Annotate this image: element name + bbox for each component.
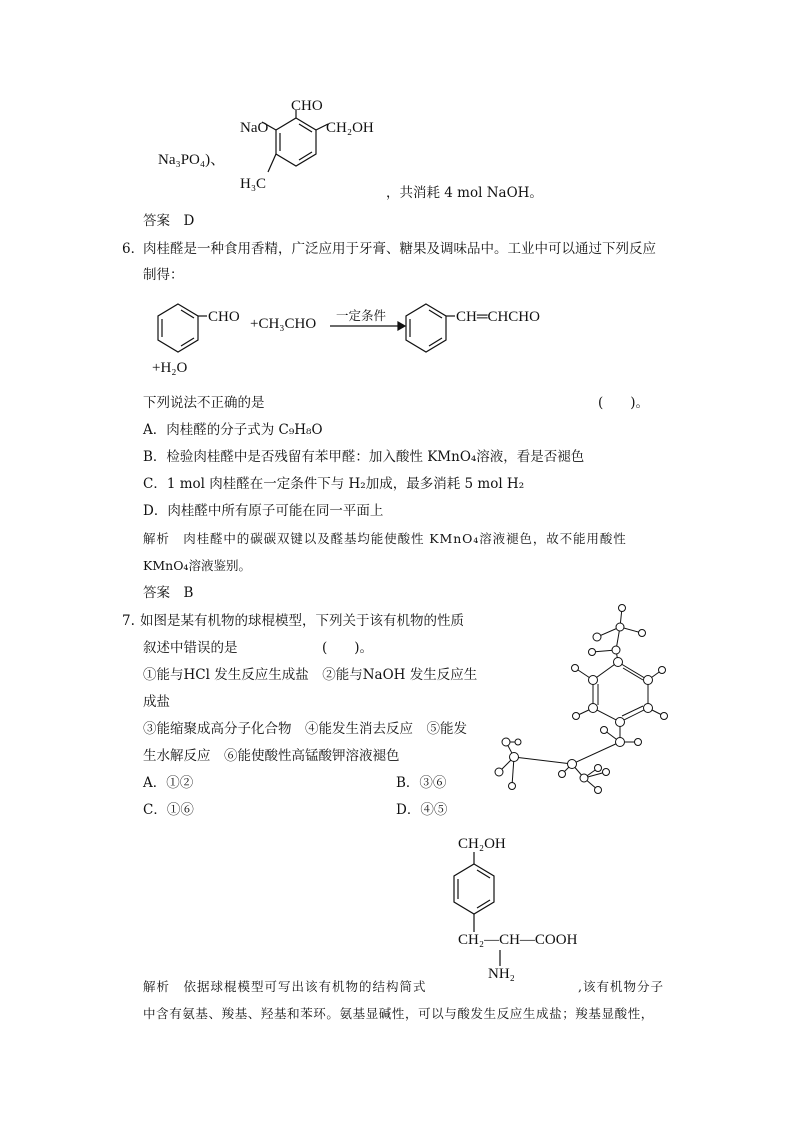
naoh-consumption-text: ，共消耗 4 mol NaOH。 [386, 185, 543, 201]
q6-stem-line2: 制得： [143, 267, 184, 283]
q6-answer: 答案 B [143, 585, 194, 601]
structure-chain: CH₂—CH—COOH [458, 932, 578, 948]
q7-number: 7. [122, 613, 135, 629]
cho-label: CHO [291, 98, 323, 114]
q7-item-line1: ①能与HCl 发生反应生成盐 ②能与NaOH 发生反应生 [143, 667, 478, 683]
q6-stem-line1: 肉桂醛是一种食用香精，广泛应用于牙膏、糖果及调味品中。工业中可以通过下列反应 [143, 241, 656, 257]
q6-option-b: B．检验肉桂醛中是否残留有苯甲醛：加入酸性 KMnO₄溶液，看是否褪色 [143, 449, 585, 465]
rx-condition: 一定条件 [336, 308, 387, 323]
q6-option-a: A．肉桂醛的分子式为 C₉H₈O [143, 422, 323, 438]
rx-product-chain: CH═CHCHO [456, 309, 540, 325]
rx-cho-label: CHO [208, 309, 240, 325]
q7-stem-line1: 如图是某有机物的球棍模型，下列关于该有机物的性质 [140, 613, 464, 629]
q5-answer: 答案 D [143, 213, 195, 229]
q7-option-a: A．①② [143, 775, 194, 791]
q7-item-line4: 生水解反应 ⑥能使酸性高锰酸钾溶液褪色 [143, 748, 400, 764]
q7-stem-line2: 叙述中错误的是 [143, 640, 238, 656]
q7-item-line3: ③能缩聚成高分子化合物 ④能发生消去反应 ⑤能发 [143, 721, 467, 737]
h3c-label: H₃C [240, 176, 267, 192]
na3po4-label: Na₃PO₄)、 [158, 152, 226, 168]
structure-nh2: NH₂ [488, 966, 515, 982]
structure-ch2oh: CH₂OH [458, 836, 506, 852]
q7-item-line2: 成盐 [143, 694, 170, 710]
q6-option-d: D．肉桂醛中所有原子可能在同一平面上 [143, 503, 384, 519]
q7-analysis-line2: 中含有氨基、羧基、羟基和苯环。氨基显碱性，可以与酸发生反应生成盐；羧基显酸性， [143, 1006, 654, 1021]
q7-option-b: B．③⑥ [396, 775, 447, 791]
q7-analysis-line1b: ,该有机物分子 [578, 979, 664, 994]
q6-analysis-line1: 解析 肉桂醛中的碳碳双键以及醛基均能使酸性 KMnO₄溶液褪色，故不能用酸性 [143, 531, 627, 546]
q6-question: 下列说法不正确的是 [143, 395, 265, 411]
q6-bracket: ( )。 [598, 395, 650, 411]
q7-bracket: ( )。 [322, 640, 374, 656]
q6-number: 6． [122, 241, 145, 257]
nao-label: NaO [240, 120, 269, 136]
rx-acetaldehyde: +CH₃CHO [250, 316, 317, 332]
q6-analysis-line2: KMnO₄溶液鉴别。 [143, 558, 251, 573]
ch2oh-label: CH₂OH [326, 120, 374, 136]
q7-option-d: D．④⑤ [396, 802, 448, 818]
q7-analysis-line1a: 解析 依据球棍模型可写出该有机物的结构简式 [143, 979, 427, 994]
rx-water: +H₂O [152, 360, 188, 376]
q6-option-c: C．1 mol 肉桂醛在一定条件下与 H₂加成，最多消耗 5 mol H₂ [143, 476, 525, 492]
q7-option-c: C．①⑥ [143, 802, 194, 818]
